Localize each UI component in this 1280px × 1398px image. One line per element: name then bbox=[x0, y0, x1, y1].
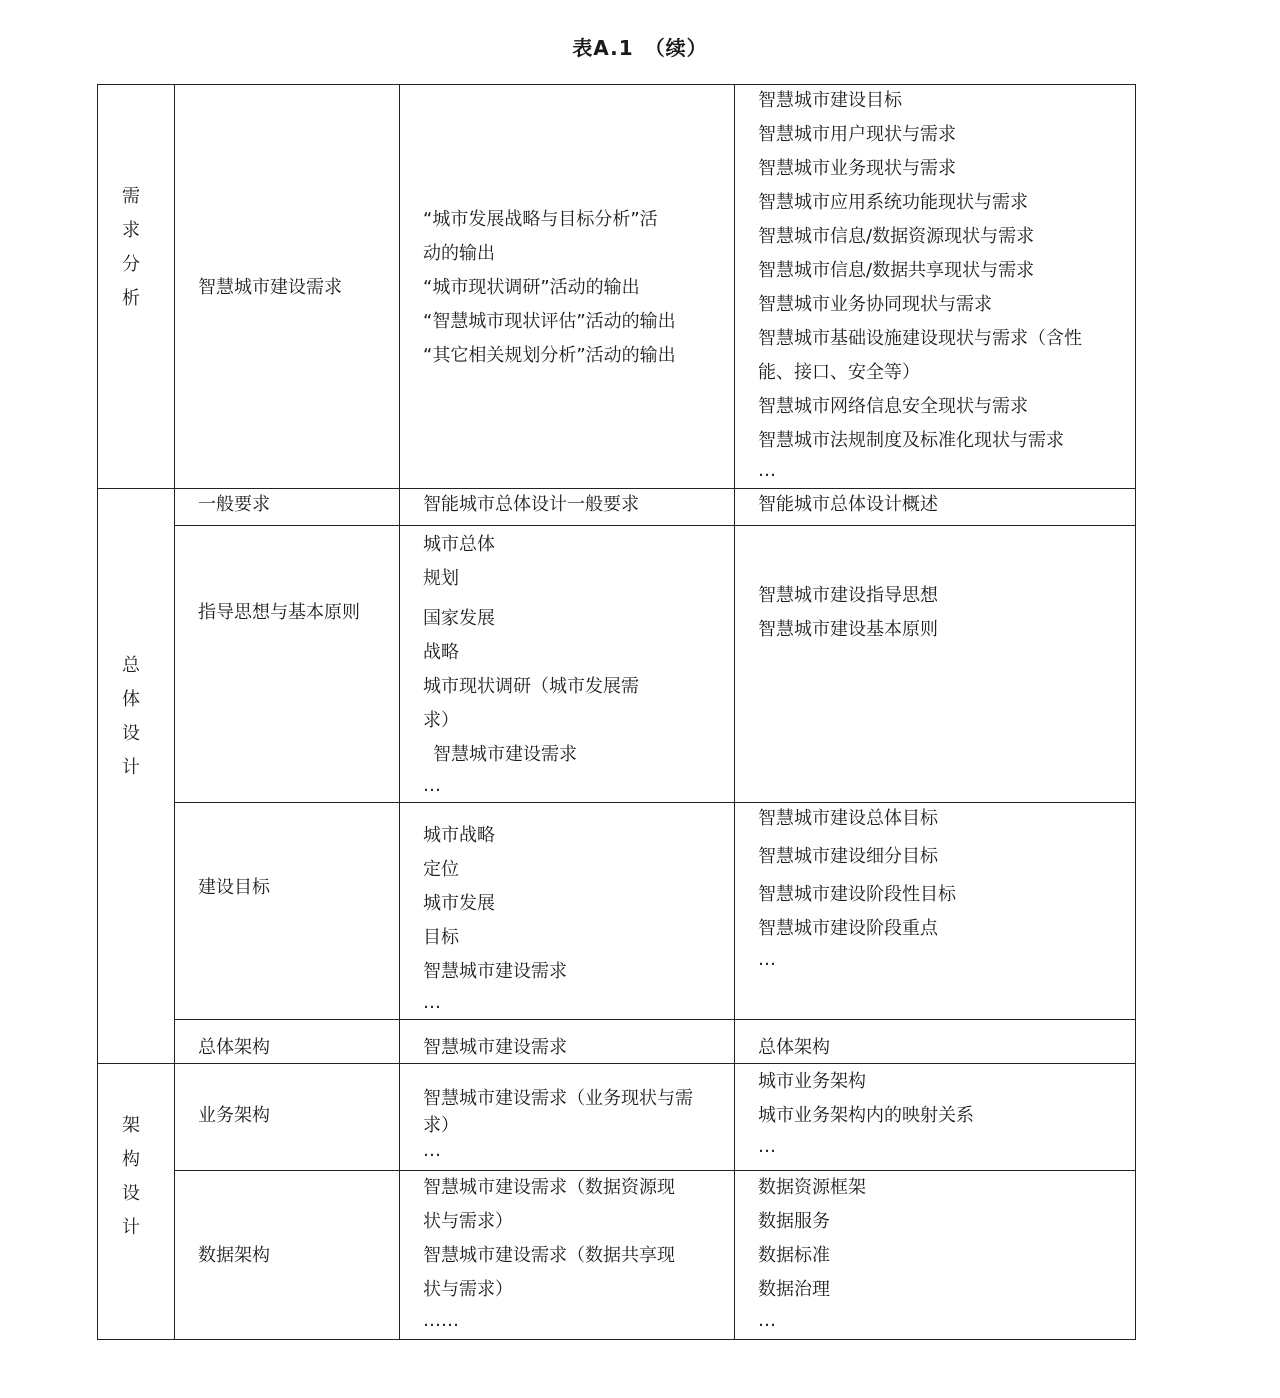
row-input-data-architecture: 智慧城市建设需求（数据资源现 状与需求） 智慧城市建设需求（数据共享现 状与需求） …… bbox=[423, 1177, 675, 1331]
row-item-business-architecture: 业务架构 bbox=[198, 1105, 270, 1126]
col-divider bbox=[734, 84, 735, 1340]
row-input-construction-demand: “城市发展战略与目标分析”活 动的输出 “城市现状调研”活动的输出 “智慧城市现状评估”活动的输出 “其它相关规划分析”活动的输出 bbox=[423, 209, 676, 366]
row-input-construction-goals: 城市战略 定位 城市发展 目标 智慧城市建设需求 … bbox=[423, 825, 567, 1013]
row-input-guiding-principles: 城市总体 规划 国家发展 战略 城市现状调研（城市发展需 求） 智慧城市建设需求 … bbox=[423, 534, 639, 796]
row-item-construction-demand: 智慧城市建设需求 bbox=[198, 277, 342, 298]
row-divider bbox=[174, 802, 1136, 803]
row-output-data-architecture: 数据资源框架 数据服务 数据标准 数据治理 … bbox=[758, 1177, 866, 1331]
row-output-guiding-principles: 智慧城市建设指导思想 智慧城市建设基本原则 bbox=[758, 585, 938, 640]
row-divider bbox=[174, 525, 1136, 526]
row-output-overall-architecture: 总体架构 bbox=[758, 1037, 830, 1058]
row-output-construction-goals: 智慧城市建设总体目标 智慧城市建设细分目标 智慧城市建设阶段性目标 智慧城市建设阶段重点 … bbox=[758, 808, 956, 970]
row-output-general-requirements: 智能城市总体设计概述 bbox=[758, 494, 938, 515]
row-divider bbox=[174, 1019, 1136, 1020]
row-input-business-architecture: 智慧城市建设需求（业务现状与需 求） … bbox=[423, 1088, 693, 1161]
table-border-right bbox=[1135, 84, 1136, 1340]
row-output-business-architecture: 城市业务架构 城市业务架构内的映射关系 … bbox=[758, 1071, 974, 1157]
table-border-bottom bbox=[97, 1339, 1136, 1340]
table-title: 表A.1 （续） bbox=[572, 36, 708, 60]
table-border-left bbox=[97, 84, 98, 1340]
row-item-data-architecture: 数据架构 bbox=[198, 1245, 270, 1266]
row-item-construction-goals: 建设目标 bbox=[198, 877, 270, 898]
col-divider bbox=[399, 84, 400, 1340]
row-input-overall-architecture: 智慧城市建设需求 bbox=[423, 1037, 567, 1058]
row-output-construction-demand: 智慧城市建设目标 智慧城市用户现状与需求 智慧城市业务现状与需求 智慧城市应用系统功能现状与需求 智慧城市信息/数据资源现状与需求 智慧城市信息/数据共享现状与需求 智慧城市业务协同现状与需求 智慧城市基础设施建设现状与需求（含性 能、接口、安全等） 智慧城市网络信息安全现状与需求 智慧城市法规制度及标准化现状与需求 … bbox=[758, 90, 1082, 481]
section-label-overall: 总 体 设 计 bbox=[122, 655, 140, 778]
row-item-general-requirements: 一般要求 bbox=[198, 494, 270, 515]
col-divider bbox=[174, 84, 175, 1340]
section-label-demand: 需 求 分 析 bbox=[122, 186, 140, 309]
section-label-arch: 架 构 设 计 bbox=[122, 1115, 140, 1238]
row-item-overall-architecture: 总体架构 bbox=[198, 1037, 270, 1058]
row-input-general-requirements: 智能城市总体设计一般要求 bbox=[423, 494, 639, 515]
row-item-guiding-principles: 指导思想与基本原则 bbox=[198, 602, 360, 623]
